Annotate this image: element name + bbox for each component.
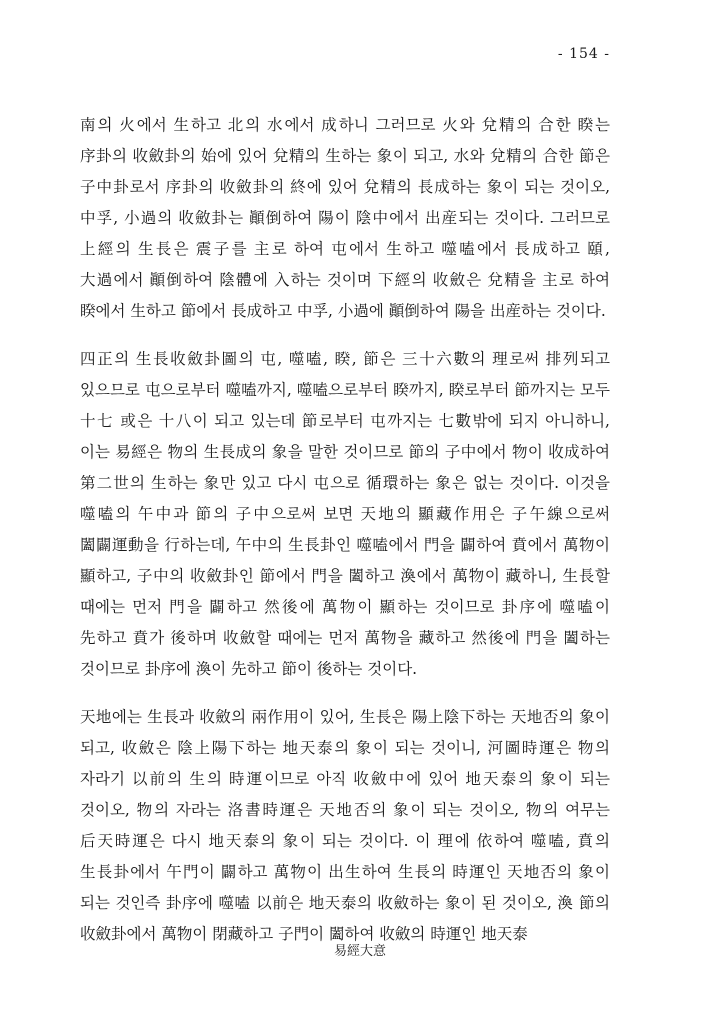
page-number: - 154 -	[557, 46, 610, 62]
paragraph-1: 南의 火에서 生하고 北의 水에서 成하니 그러므로 火와 兌精의 合한 睽는 序卦의 收斂卦의 始에 있어 兌精의 生하는 象이 되고, 水와 兌精의 合한 節은 子中卦로서 序卦의 收斂卦의 終에 있어 兌精의 長成하는 象이 되는 것이오, 中孚, 小過의 收斂卦는 顚倒하여 陽이 陰中에서 出産되는 것이다. 그러므로 上經의 生長은 震子를 主로 하여 屯에서 生하고 噬嗑에서 長成하고 頤, 大過에서 顚倒하여 陰體에 入하는 것이며 下經의 收斂은 兌精을 主로 하여 睽에서 生하고 節에서 長成하고 中孚, 小過에 顚倒하여 陽을 出産하는 것이다.	[80, 116, 610, 320]
document-body	[80, 110, 610, 950]
paragraph-2: 四正의 生長收斂卦圖의 屯, 噬嗑, 睽, 節은 三十六數의 理로써 排列되고 있으므로 屯으로부터 噬嗑까지, 噬嗑으로부터 睽까지, 睽로부터 節까지는 모두 十七 或은 十八이 되고 있는데 節로부터 屯까지는 七數밖에 되지 아니하니, 이는 易經은 物의 生長成의 象을 말한 것이므로 節의 子中에서 物이 收成하여 第二世의 生하는 象만 있고 다시 屯으로 循環하는 象은 없는 것이다. 이것을 噬嗑의 午中과 節의 子中으로써 보면 天地의 顯藏作用은 子午線으로써 闔闢運動을 行하는데, 午中의 生長卦인 噬嗑에서 門을 闢하여 賁에서 萬物이 顯하고, 子中의 收斂卦인 節에서 門을 闔하고 渙에서 萬物이 藏하니, 生長할 때에는 먼저 門을 闢하고 然後에 萬物이 顯하는 것이므로 卦序에 噬嗑이 先하고 賁가 後하며 收斂할 때에는 먼저 萬物을 藏하고 然後에 門을 闔하는 것이므로 卦序에 渙이 先하고 節이 後하는 것이다.	[80, 350, 610, 678]
paragraph-3: 天地에는 生長과 收斂의 兩作用이 있어, 生長은 陽上陰下하는 天地否의 象이 되고, 收斂은 陰上陽下하는 地天泰의 象이 되는 것이니, 河圖時運은 物의 자라기 以前의 生의 時運이므로 아직 收斂中에 있어 地天泰의 象이 되는 것이오, 物의 자라는 洛書時運은 天地否의 象이 되는 것이오, 物의 여무는 后天時運은 다시 地天泰의 象이 되는 것이다. 이 理에 依하여 噬嗑, 賁의 生長卦에서 午門이 闢하고 萬物이 出生하여 生長의 時運인 天地否의 象이 되는 것인즉 卦序에 噬嗑 以前은 地天泰의 收斂하는 象이 된 것이오, 渙 節의 收斂卦에서 萬物이 閉藏하고 子門이 闔하여 收斂의 時運인 地天泰	[80, 708, 610, 943]
footer-book-title: 易經大意	[333, 944, 386, 959]
